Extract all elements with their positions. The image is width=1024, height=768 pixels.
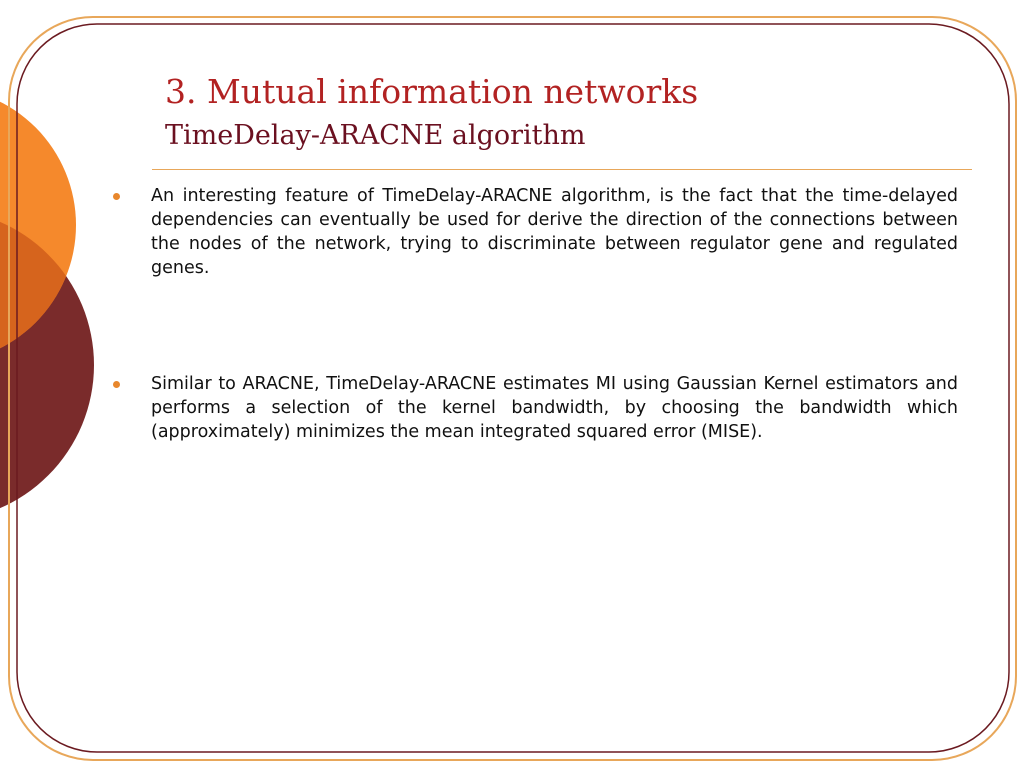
slide-title: 3. Mutual information networks (165, 72, 699, 111)
bullet-dot-icon (113, 381, 120, 388)
bullet-text: An interesting feature of TimeDelay-ARACNE algorithm, is the fact that the time-delayed dependencies can eventually be used for derive the direction of the connections between the nodes of the network, trying to discriminate between regulator gene and regulated genes. (151, 186, 958, 278)
bullet-item (113, 184, 958, 280)
bullet-dot-icon (113, 193, 120, 200)
bullet-item (113, 372, 958, 444)
title-divider (152, 169, 972, 170)
bullet-list (113, 184, 958, 444)
bullet-text: Similar to ARACNE, TimeDelay-ARACNE estimates MI using Gaussian Kernel estimators and performs a selection of the kernel bandwidth, by choosing the bandwidth which (approximately) minimizes the mean integrated squared error (MISE). (151, 374, 958, 442)
slide-subtitle: TimeDelay-ARACNE algorithm (165, 120, 586, 151)
